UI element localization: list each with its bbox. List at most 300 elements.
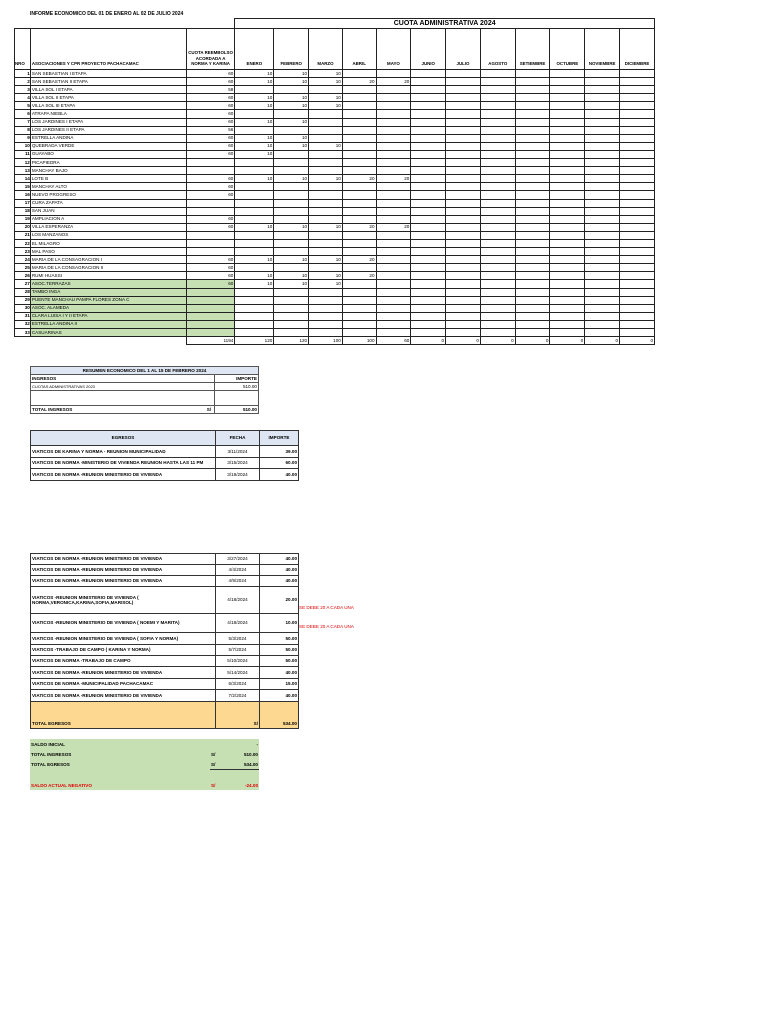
row-month-value <box>585 256 620 264</box>
row-asociacion: SAN JUAN <box>30 207 186 215</box>
row-month-value: 10 <box>274 256 309 264</box>
row-reembolso: 60 <box>186 215 235 223</box>
row-month-value <box>446 248 481 256</box>
total-month: 0 <box>585 337 620 345</box>
row-month-value <box>515 239 550 247</box>
row-month-value <box>620 288 655 296</box>
row-month-value <box>342 150 376 158</box>
row-month-value: 10 <box>235 70 274 78</box>
row-month-value <box>342 288 376 296</box>
row-month-value <box>342 312 376 320</box>
row-month-value <box>480 70 515 78</box>
egreso-desc: VIATICOS DE NORMA -REUNION MINISTERIO DE VIVIENDA <box>31 667 216 679</box>
row-month-value <box>480 150 515 158</box>
row-month-value <box>585 167 620 175</box>
col-month: NOVIEMBRE <box>585 29 620 70</box>
row-month-value <box>550 272 585 280</box>
row-asociacion: ESTRELLA ANDINA <box>30 134 186 142</box>
row-month-value <box>446 134 481 142</box>
row-month-value <box>274 150 309 158</box>
row-month-value <box>411 288 446 296</box>
row-month-value: 10 <box>309 102 343 110</box>
row-month-value <box>620 70 655 78</box>
row-month-value <box>411 183 446 191</box>
row-month-value <box>550 78 585 86</box>
row-month-value <box>411 134 446 142</box>
row-month-value <box>620 150 655 158</box>
row-month-value <box>515 102 550 110</box>
row-month-value: 10 <box>309 280 343 288</box>
row-month-value <box>411 223 446 231</box>
table-row <box>15 296 655 304</box>
row-month-value <box>585 223 620 231</box>
row-month-value <box>235 199 274 207</box>
row-month-value <box>480 239 515 247</box>
row-nro: 31 <box>15 312 31 320</box>
row-month-value <box>585 231 620 239</box>
row-reembolso: 60 <box>186 94 235 102</box>
row-month-value: 20 <box>342 78 376 86</box>
row-month-value <box>376 167 411 175</box>
row-nro: 26 <box>15 272 31 280</box>
resumen-item-value: 510.00 <box>215 383 259 391</box>
row-asociacion: MARIA DE LA CONSAGRACION I <box>30 256 186 264</box>
row-month-value <box>446 312 481 320</box>
row-month-value <box>446 70 481 78</box>
row-asociacion: GUAYABO <box>30 150 186 158</box>
row-month-value <box>620 256 655 264</box>
egreso-importe: 15.00 <box>260 679 299 690</box>
row-month-value <box>585 94 620 102</box>
row-asociacion: SAN SEBASTIAN II ETAPA <box>30 78 186 86</box>
row-month-value <box>550 264 585 272</box>
row-month-value <box>342 191 376 199</box>
row-month-value <box>235 191 274 199</box>
table-row <box>15 280 655 288</box>
saldo-egresos-currency: S/ <box>210 759 225 770</box>
row-month-value <box>480 304 515 312</box>
row-month-value <box>376 70 411 78</box>
row-month-value <box>446 78 481 86</box>
egreso-importe: 50.00 <box>260 633 299 645</box>
egresos-currency: S/ <box>216 702 260 729</box>
row-month-value <box>620 223 655 231</box>
row-month-value <box>620 159 655 167</box>
col-month: JULIO <box>446 29 481 70</box>
egreso-desc: VIATICOS DE NORMA -MINISTERIO DE VIVIENDA REUNION HASTA LAS 11 PM <box>31 457 216 469</box>
col-month: ENERO <box>235 29 274 70</box>
row-month-value <box>585 150 620 158</box>
row-month-value <box>550 175 585 183</box>
col-month: DICIEMBRE <box>620 29 655 70</box>
row-month-value <box>274 126 309 134</box>
row-nro: 2 <box>15 78 31 86</box>
egreso-desc: VIATICOS DE NORMA -MUNICIPALIDAD PACHACAMAC <box>31 679 216 690</box>
egresos-col-importe: IMPORTE <box>260 431 299 446</box>
row-month-value <box>376 215 411 223</box>
row-month-value <box>235 264 274 272</box>
saldo-actual-label: SALDO ACTUAL NEGATIVO <box>31 782 92 788</box>
row-month-value <box>342 159 376 167</box>
egreso-importe: 40.00 <box>260 554 299 565</box>
row-reembolso <box>186 239 235 247</box>
row-month-value <box>480 126 515 134</box>
row-month-value <box>446 94 481 102</box>
row-month-value <box>274 288 309 296</box>
saldo-actual-value: -24.00 <box>244 782 258 788</box>
row-reembolso: 60 <box>186 280 235 288</box>
row-nro: 19 <box>15 215 31 223</box>
egreso-row <box>31 446 299 458</box>
row-month-value <box>342 231 376 239</box>
table-row <box>15 102 655 110</box>
row-reembolso: 60 <box>186 110 235 118</box>
row-month-value <box>620 94 655 102</box>
saldo-ingresos-value: 510.00 <box>243 751 258 757</box>
row-month-value <box>620 78 655 86</box>
resumen-total-value: 510.00 <box>215 406 259 414</box>
total-month: 0 <box>480 337 515 345</box>
row-nro: 24 <box>15 256 31 264</box>
row-month-value <box>274 86 309 94</box>
egreso-desc: VIATICOS -REUNION MINISTERIO DE VIVIENDA ( NOEMI Y MARITA) <box>31 614 216 633</box>
row-reembolso: 58 <box>186 86 235 94</box>
egreso-importe: 50.00 <box>260 656 299 667</box>
row-month-value <box>274 110 309 118</box>
total-month: 100 <box>309 337 343 345</box>
row-month-value <box>376 199 411 207</box>
table-row <box>15 167 655 175</box>
row-month-value <box>480 223 515 231</box>
row-month-value <box>446 329 481 337</box>
egreso-row <box>31 554 299 565</box>
egreso-row <box>31 690 299 702</box>
egreso-importe: 10.00 <box>260 614 299 633</box>
row-month-value <box>446 142 481 150</box>
row-month-value <box>550 94 585 102</box>
row-month-value: 10 <box>309 256 343 264</box>
row-month-value <box>274 199 309 207</box>
row-month-value <box>550 199 585 207</box>
egreso-row <box>31 656 299 667</box>
row-nro: 4 <box>15 94 31 102</box>
row-month-value <box>342 110 376 118</box>
row-month-value <box>274 207 309 215</box>
resumen-currency: S/ <box>206 407 212 412</box>
row-month-value <box>480 191 515 199</box>
row-month-value: 20 <box>376 223 411 231</box>
row-month-value <box>550 223 585 231</box>
row-month-value <box>515 175 550 183</box>
row-reembolso: 60 <box>186 223 235 231</box>
egreso-fecha: 4/9/2024 <box>216 576 260 587</box>
row-month-value <box>620 142 655 150</box>
row-month-value <box>446 288 481 296</box>
row-month-value: 10 <box>274 70 309 78</box>
row-asociacion: ATRAPA NIEBLA <box>30 110 186 118</box>
table-row <box>15 223 655 231</box>
row-month-value <box>480 142 515 150</box>
row-month-value: 10 <box>309 175 343 183</box>
row-month-value <box>446 167 481 175</box>
row-nro: 32 <box>15 320 31 328</box>
egreso-row <box>31 469 299 481</box>
row-month-value <box>274 159 309 167</box>
egreso-desc: VIATICOS DE NORMA -REUNION MINISTERIO DE VIVIENDA <box>31 690 216 702</box>
row-month-value <box>446 280 481 288</box>
row-month-value <box>480 78 515 86</box>
report-title: INFORME ECONOMICO DEL 01 DE ENERO AL 02 DE JULIO 2024 <box>30 11 184 17</box>
egreso-importe: 40.00 <box>260 690 299 702</box>
row-nro: 33 <box>15 329 31 337</box>
row-nro: 25 <box>15 264 31 272</box>
row-month-value <box>620 110 655 118</box>
row-month-value <box>309 110 343 118</box>
row-month-value <box>376 296 411 304</box>
egreso-row <box>31 667 299 679</box>
table-row <box>15 78 655 86</box>
row-month-value <box>411 304 446 312</box>
row-month-value <box>550 215 585 223</box>
row-month-value <box>515 231 550 239</box>
col-month: ABRIL <box>342 29 376 70</box>
row-month-value: 10 <box>235 150 274 158</box>
row-reembolso <box>186 296 235 304</box>
row-month-value <box>446 150 481 158</box>
row-month-value: 10 <box>235 223 274 231</box>
row-nro: 14 <box>15 175 31 183</box>
row-month-value <box>480 280 515 288</box>
row-month-value <box>376 272 411 280</box>
row-month-value <box>411 280 446 288</box>
row-month-value: 10 <box>309 272 343 280</box>
row-month-value: 10 <box>274 102 309 110</box>
table-row <box>15 256 655 264</box>
row-month-value <box>620 296 655 304</box>
col-month: AGOSTO <box>480 29 515 70</box>
row-month-value <box>309 199 343 207</box>
row-nro: 6 <box>15 110 31 118</box>
row-month-value <box>480 248 515 256</box>
row-asociacion: PUENTE MANCHAU PAMPA FLORES ZONA C <box>30 296 186 304</box>
row-nro: 9 <box>15 134 31 142</box>
row-month-value: 20 <box>376 175 411 183</box>
total-reembolso: 1194 <box>186 337 235 345</box>
row-month-value <box>342 320 376 328</box>
row-month-value <box>620 86 655 94</box>
row-month-value <box>480 288 515 296</box>
egresos-total-value: 534.00 <box>260 702 299 729</box>
row-month-value <box>376 304 411 312</box>
row-reembolso <box>186 159 235 167</box>
row-month-value: 10 <box>274 142 309 150</box>
row-month-value <box>274 296 309 304</box>
row-month-value <box>620 272 655 280</box>
table-row <box>15 199 655 207</box>
row-month-value <box>411 167 446 175</box>
row-asociacion: TAMBO INGA <box>30 288 186 296</box>
row-month-value <box>515 296 550 304</box>
row-month-value <box>342 239 376 247</box>
row-month-value <box>585 78 620 86</box>
row-month-value <box>235 296 274 304</box>
row-reembolso: 60 <box>186 264 235 272</box>
row-month-value <box>585 207 620 215</box>
row-month-value <box>446 272 481 280</box>
row-month-value <box>411 70 446 78</box>
row-month-value <box>274 264 309 272</box>
row-month-value <box>620 175 655 183</box>
row-month-value <box>376 126 411 134</box>
table-row <box>15 248 655 256</box>
row-month-value <box>480 329 515 337</box>
col-reembolso: CUOTA REEMBOLSO ACORDADA A NORMA Y KARINA <box>186 29 235 70</box>
saldo-inicial-value: - <box>256 741 258 747</box>
table-row <box>15 329 655 337</box>
resumen-item-label: CUOTAS ADMINISTRATIVAS 2023 <box>31 383 215 391</box>
row-asociacion: MAL PASO <box>30 248 186 256</box>
egreso-fecha: 4/18/2024 <box>216 614 260 633</box>
row-month-value <box>515 215 550 223</box>
row-month-value <box>480 167 515 175</box>
row-month-value <box>480 86 515 94</box>
row-month-value <box>376 256 411 264</box>
egreso-row <box>31 587 299 614</box>
resumen-col-ingresos: INGRESOS <box>31 375 215 383</box>
row-month-value <box>342 134 376 142</box>
row-month-value <box>376 102 411 110</box>
row-month-value <box>585 134 620 142</box>
row-month-value <box>376 312 411 320</box>
row-month-value <box>620 126 655 134</box>
row-month-value <box>376 142 411 150</box>
egreso-fecha: 7/2/2024 <box>216 690 260 702</box>
row-nro: 7 <box>15 118 31 126</box>
row-month-value <box>342 304 376 312</box>
egreso-desc: VIATICOS DE NORMA -REUNION MINISTERIO DE VIVIENDA <box>31 554 216 565</box>
row-month-value <box>309 118 343 126</box>
row-month-value <box>411 118 446 126</box>
egreso-desc: VIATICOS -REUNION MINISTERIO DE VIVIENDA ( SOFIA Y NORMA) <box>31 633 216 645</box>
row-reembolso: 60 <box>186 175 235 183</box>
row-month-value <box>480 159 515 167</box>
row-month-value <box>376 320 411 328</box>
row-month-value <box>376 288 411 296</box>
row-month-value <box>411 248 446 256</box>
row-nro: 3 <box>15 86 31 94</box>
row-month-value <box>620 312 655 320</box>
row-month-value <box>620 199 655 207</box>
row-month-value <box>480 231 515 239</box>
row-month-value <box>585 142 620 150</box>
total-month: 60 <box>376 337 411 345</box>
table-row <box>15 134 655 142</box>
row-month-value <box>515 329 550 337</box>
row-reembolso <box>186 248 235 256</box>
cuota-caption: CUOTA ADMINISTRATIVA 2024 <box>235 19 655 29</box>
col-month: OCTUBRE <box>550 29 585 70</box>
row-month-value <box>446 199 481 207</box>
row-month-value <box>550 183 585 191</box>
row-month-value <box>411 264 446 272</box>
egresos-table-continued <box>30 553 299 729</box>
row-month-value <box>376 150 411 158</box>
row-month-value <box>515 272 550 280</box>
row-nro: 17 <box>15 199 31 207</box>
row-month-value <box>620 215 655 223</box>
row-asociacion: VILLA SOL I ETAPA <box>30 86 186 94</box>
table-row <box>15 312 655 320</box>
row-nro: 21 <box>15 231 31 239</box>
row-month-value <box>446 110 481 118</box>
row-reembolso <box>186 167 235 175</box>
egreso-row <box>31 614 299 633</box>
row-month-value <box>376 134 411 142</box>
row-month-value <box>274 215 309 223</box>
row-month-value <box>480 110 515 118</box>
total-month: 100 <box>342 337 376 345</box>
table-row <box>15 94 655 102</box>
row-month-value <box>235 215 274 223</box>
row-month-value <box>446 183 481 191</box>
row-month-value <box>480 264 515 272</box>
row-month-value <box>515 118 550 126</box>
total-month: 0 <box>411 337 446 345</box>
table-row <box>15 239 655 247</box>
row-month-value <box>585 288 620 296</box>
row-month-value <box>620 280 655 288</box>
row-month-value <box>376 183 411 191</box>
row-month-value <box>585 183 620 191</box>
row-asociacion: EL MILAGRO <box>30 239 186 247</box>
row-month-value <box>550 167 585 175</box>
row-asociacion: VILLA SOL III ETAPA <box>30 102 186 110</box>
row-month-value <box>342 142 376 150</box>
row-month-value <box>309 248 343 256</box>
egresos-col-desc: EGRESOS <box>31 431 216 446</box>
row-month-value <box>620 167 655 175</box>
row-month-value <box>585 280 620 288</box>
row-month-value <box>585 175 620 183</box>
table-row <box>15 86 655 94</box>
row-month-value <box>620 329 655 337</box>
row-month-value <box>376 231 411 239</box>
row-month-value <box>550 296 585 304</box>
row-nro: 23 <box>15 248 31 256</box>
row-month-value <box>376 191 411 199</box>
row-month-value <box>342 248 376 256</box>
row-month-value <box>515 167 550 175</box>
row-month-value <box>309 264 343 272</box>
egreso-desc: VIATICOS DE NORMA -REUNION MINISTERIO DE VIVIENDA <box>31 565 216 576</box>
row-month-value: 10 <box>274 280 309 288</box>
saldo-table <box>30 739 259 790</box>
row-asociacion: CURA ZAPATA <box>30 199 186 207</box>
row-month-value <box>411 102 446 110</box>
row-month-value <box>309 134 343 142</box>
row-reembolso: 60 <box>186 183 235 191</box>
row-month-value <box>376 159 411 167</box>
saldo-egresos-value: 534.00 <box>225 759 259 770</box>
row-month-value <box>515 94 550 102</box>
row-month-value <box>235 183 274 191</box>
table-row <box>15 288 655 296</box>
egreso-fecha: 3/11/2024 <box>216 446 260 458</box>
row-reembolso <box>186 329 235 337</box>
row-month-value <box>411 86 446 94</box>
row-month-value <box>515 134 550 142</box>
row-month-value <box>376 264 411 272</box>
